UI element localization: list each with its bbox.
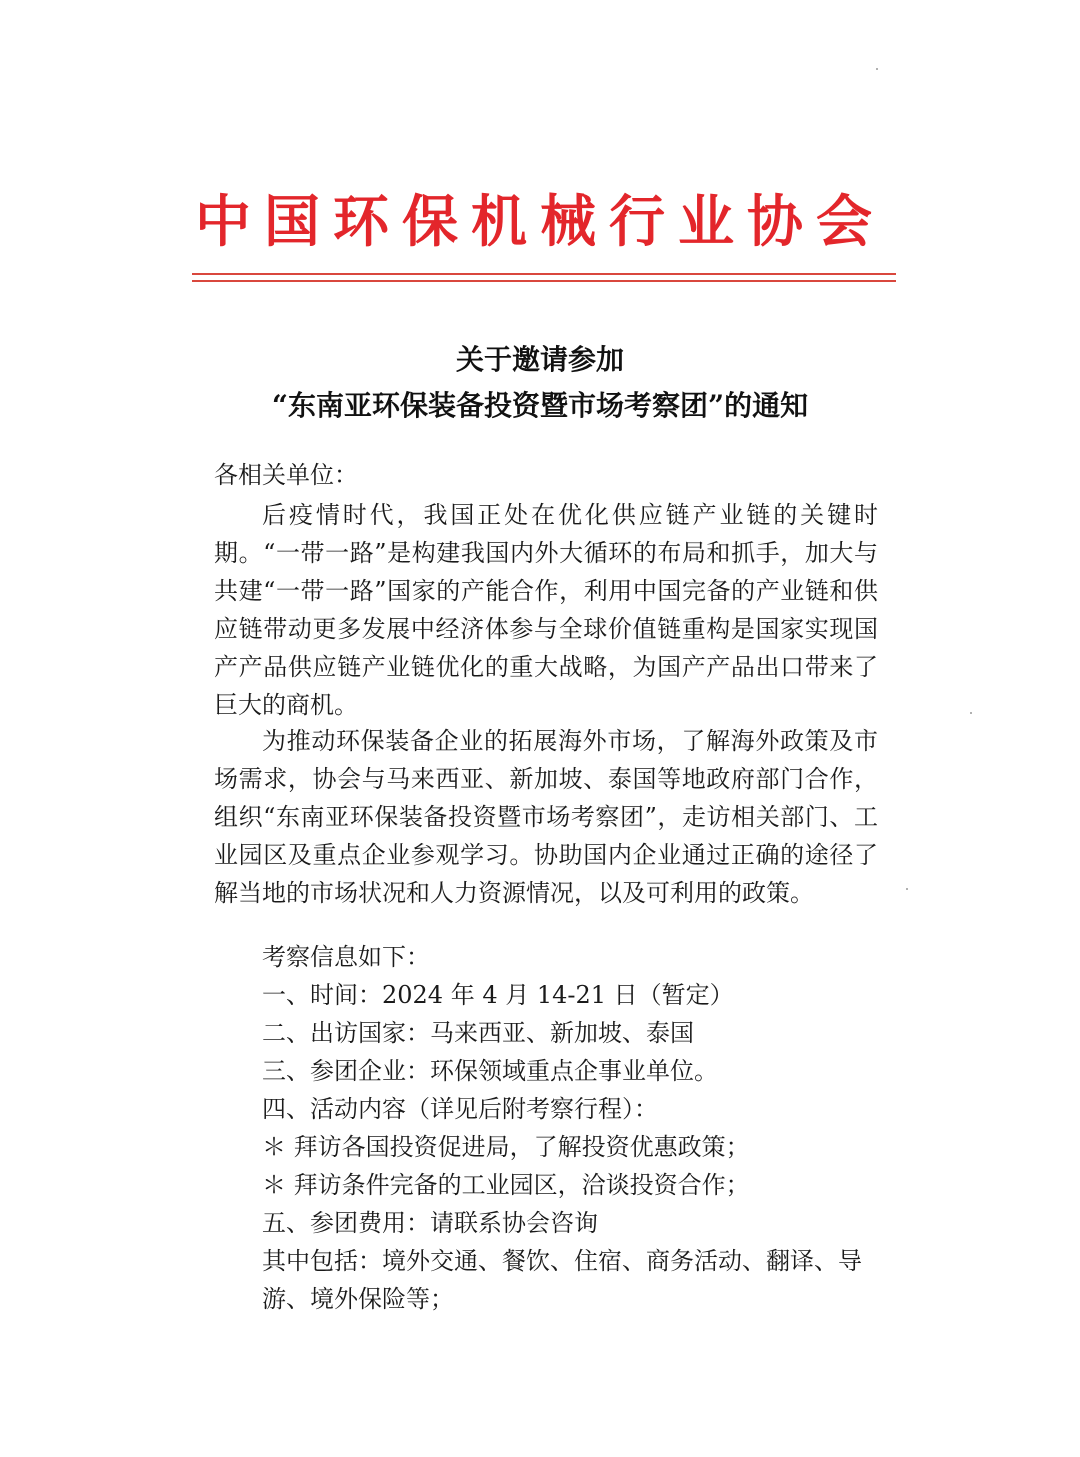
- letterhead-rule-bottom: [192, 280, 896, 282]
- info-item-fees: 五、参团费用：请联系协会咨询: [262, 1209, 598, 1237]
- info-item-fees-include: 其中包括：境外交通、餐饮、住宿、商务活动、翻译、导游、境外保险等；: [262, 1247, 862, 1313]
- notice-title-line-2: “东南亚环保装备投资暨市场考察团”的通知: [271, 389, 809, 422]
- info-item-time: 一、时间：2024 年 4 月 14-21 日（暂定）: [262, 981, 734, 1009]
- info-item-countries: 二、出访国家：马来西亚、新加坡、泰国: [262, 1019, 694, 1047]
- notice-title-line-1: 关于邀请参加: [455, 343, 624, 376]
- scan-speck: [970, 712, 972, 714]
- body-paragraph-2: 为推动环保装备企业的拓展海外市场，了解海外政策及市场需求，协会与马来西亚、新加坡、泰国等地政府部门合作，组织“东南亚环保装备投资暨市场考察团”，走访相关部门、工业园区及重点企业参观学习。协助国内企业通过正确的途径了解当地的市场状况和人力资源情况，以及可利用的政策。: [214, 727, 878, 907]
- scan-speck: [876, 68, 878, 70]
- activity-bullet-2: ＊ 拜访条件完备的工业园区，洽谈投资合作；: [262, 1171, 750, 1199]
- scan-speck: [906, 888, 908, 890]
- info-item-participants: 三、参团企业：环保领域重点企事业单位。: [262, 1057, 718, 1085]
- activity-bullet-1: ＊ 拜访各国投资促进局，了解投资优惠政策；: [262, 1133, 750, 1161]
- info-intro: 考察信息如下：: [262, 943, 430, 971]
- letterhead-rule-top: [192, 273, 896, 275]
- salutation: 各相关单位：: [214, 461, 358, 489]
- info-item-activities: 四、活动内容（详见后附考察行程）：: [262, 1095, 658, 1123]
- info-list: [262, 938, 892, 1318]
- letterhead-org-name: 中国环保机械行业协会: [195, 190, 885, 255]
- body-paragraph-1: 后疫情时代，我国正处在优化供应链产业链的关键时期。“一带一路”是构建我国内外大循环的布局和抓手，加大与共建“一带一路”国家的产能合作，利用中国完备的产业链和供应链带动更多发展中经济体参与全球价值链重构是国家实现国产产品供应链产业链优化的重大战略，为国产产品出口带来了巨大的商机。: [214, 501, 878, 719]
